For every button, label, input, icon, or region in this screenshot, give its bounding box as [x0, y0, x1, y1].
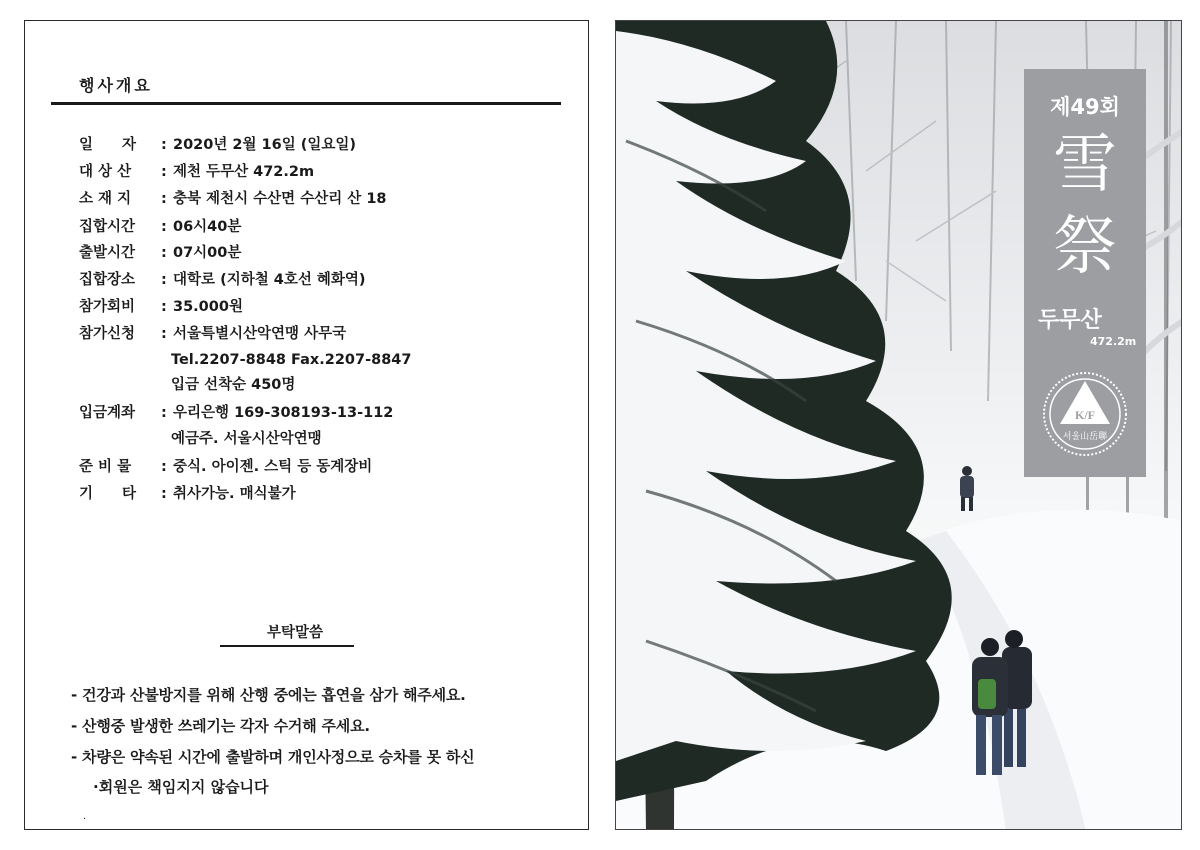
info-value: 중식. 아이젠. 스틱 등 동계장비 — [173, 459, 373, 475]
application-contact: Tel.2207-8848 Fax.2207-8847 — [171, 352, 412, 368]
info-value: 서울특별시산악연맹 사무국 — [173, 326, 347, 342]
info-label: 참가회비 — [79, 299, 136, 315]
info-label: 입금계좌 — [79, 405, 136, 421]
info-label: 출발시간 — [79, 245, 136, 261]
info-value: 취사가능. 매식불가 — [173, 486, 296, 502]
info-separator: : — [161, 405, 167, 421]
notice-divider — [220, 645, 354, 647]
title-char-snow: 雪 — [1053, 128, 1117, 202]
notice-title: 부탁말씀 — [266, 625, 324, 641]
info-label: 대 상 산 — [79, 164, 132, 180]
mountain-height: 472.2m — [1090, 335, 1137, 348]
info-separator: : — [161, 272, 167, 288]
mountain-name: 두무산 — [1038, 308, 1102, 333]
info-value: 2020년 2월 16일 (일요일) — [173, 137, 357, 153]
notice-item: - 산행중 발생한 쓰레기는 각자 수거해 주세요. — [71, 717, 370, 735]
club-emblem-icon — [1040, 369, 1130, 459]
info-separator: : — [161, 486, 167, 502]
title-divider — [51, 102, 561, 105]
info-separator: : — [161, 137, 167, 153]
info-value: 충북 제천시 수산면 수산리 산 18 — [173, 191, 387, 207]
info-separator: : — [161, 459, 167, 475]
info-value: 우리은행 169-308193-13-112 — [173, 405, 394, 421]
info-label: 일 자 — [79, 137, 137, 153]
notice-item-continuation: ·회원은 책임지지 않습니다 — [93, 778, 269, 796]
info-value: 제천 두무산 472.2m — [173, 164, 315, 180]
emblem-text: K/F — [1075, 408, 1095, 422]
festival-title — [1024, 124, 1146, 288]
event-info-page — [24, 20, 589, 830]
account-holder: 예금주. 서울시산악연맹 — [171, 431, 322, 447]
cover-page — [615, 20, 1182, 830]
info-label: 준 비 물 — [79, 459, 132, 475]
notice-item: - 차량은 약속된 시간에 출발하며 개인사정으로 승차를 못 하신 — [71, 748, 475, 766]
info-separator: : — [161, 191, 167, 207]
info-value: 06시40분 — [173, 219, 242, 235]
application-quota: 입금 선착순 450명 — [171, 377, 296, 393]
info-separator: : — [161, 326, 167, 342]
trailing-mark: . — [83, 811, 87, 822]
info-separator: : — [161, 245, 167, 261]
info-separator: : — [161, 219, 167, 235]
info-label: 소 재 지 — [79, 191, 132, 207]
title-char-festival: 祭 — [1053, 210, 1117, 284]
section-title: 행사개요 — [79, 76, 153, 95]
cover-title-box — [1024, 69, 1146, 477]
info-label: 집합장소 — [79, 272, 136, 288]
info-value: 07시00분 — [173, 245, 242, 261]
notice-item: - 건강과 산불방지를 위해 산행 중에는 흡연을 삼가 해주세요. — [71, 686, 466, 704]
info-separator: : — [161, 164, 167, 180]
issue-label: 제49회 — [1050, 95, 1120, 119]
info-label: 기 타 — [79, 486, 137, 502]
info-value: 35.000원 — [173, 299, 243, 315]
emblem-org: 서울山岳聯 — [1062, 432, 1108, 442]
info-value: 대학로 (지하철 4호선 혜화역) — [173, 272, 366, 288]
info-separator: : — [161, 299, 167, 315]
info-label: 참가신청 — [79, 326, 136, 342]
info-label: 집합시간 — [79, 219, 136, 235]
